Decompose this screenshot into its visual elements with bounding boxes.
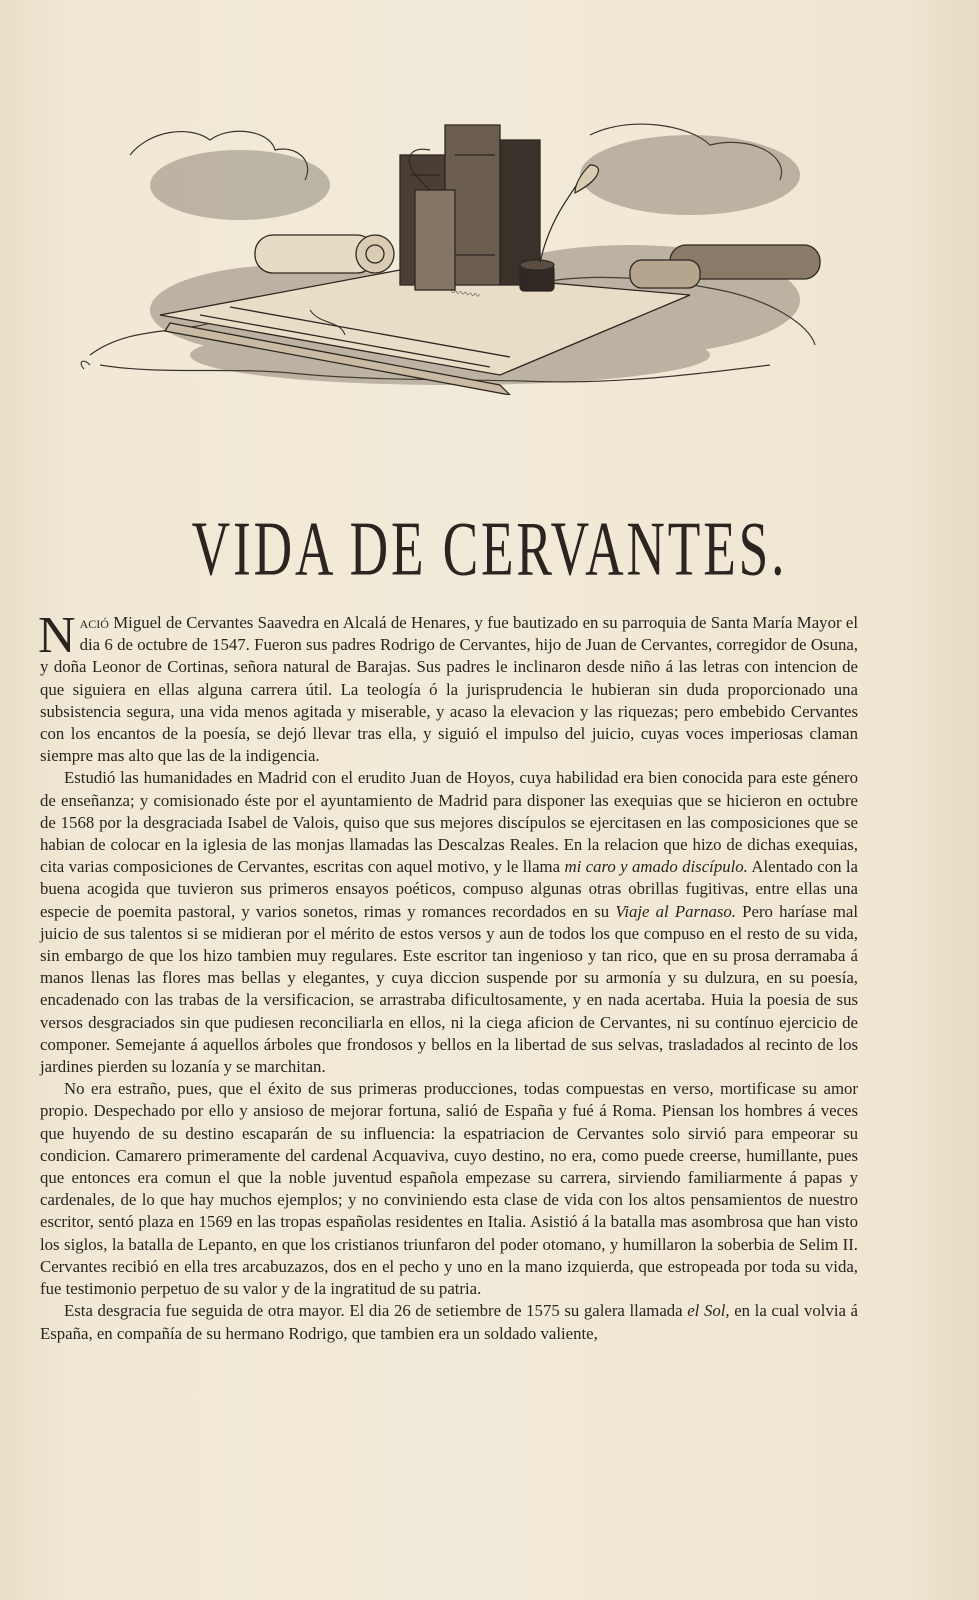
italic-phrase: mi caro y amado discípulo.: [564, 857, 748, 877]
paragraph-text: Estudió las humanidades en Madrid con el erudito Juan de Hoyos, cuya habilidad era bien conocida para este género de enseñanza; y comisionado éste por el ayuntamiento de Madrid para disponer las exequias que se hicieron en octubre de 1568 por la desgraciada Isabel de Valois, quiso que sus mejores discípulos se ejercitasen en las composiciones que se habian de colocar en la iglesia de las monjas llamadas las Descalzas Reales. En la relacion que hizo de dichas exequias, cita varias composiciones de Cervantes, escritas con aquel motivo, y le llama: [40, 768, 858, 877]
paragraph-3: [40, 1078, 858, 1300]
paragraph-text: Pero haríase mal juicio de sus talentos si se midieran por el mérito de estos versos y aun de todos los que compuso en el resto de su vida, sin embargo de que los hizo tambien muy regulares. Este escritor tan ingenioso y tan rico, que en su prosa derramaba á manos llenas las flores mas bellas y elegantes, y cuya diccion suspende por su armonía y su dulzura, en su poesía, encadenado con las trabas de la versificacion, se arrastraba dificultosamente, y en nada acertaba. Huia la poesia de sus versos desgraciados sin que pudiesen reconciliarla en ellos, ni la ciega aficion de Cervantes, ni su contínuo ejercicio de componer. Semejante á aquellos árboles que frondosos y bellos en la libertad de sus selvas, trasladados al recinto de los jardines pierden su lozanía y se marchitan.: [40, 901, 858, 1077]
small-caps-lead: ació: [79, 613, 109, 632]
svg-text:〰〰〰: 〰〰〰: [449, 287, 481, 303]
paragraph-text: en la cual volvia á España, en compañía de su hermano Rodrigo, que tambien era un soldado valiente,: [40, 1301, 858, 1343]
article-body: [38, 607, 859, 1345]
italic-ship-name: el Sol,: [687, 1301, 730, 1321]
paragraph-text: Esta desgracia fue seguida de otra mayor. El dia 26 de setiembre de 1575 su galera llamada: [64, 1301, 688, 1321]
italic-title: Viaje al Parnaso.: [615, 901, 736, 921]
paragraph-4: [40, 1300, 858, 1344]
paragraph-text: Miguel de Cervantes Saavedra en Alcalá de Henares, y fue bautizado en su parroquia de Santa María Mayor el dia 6 de octubre de 1547. Fueron sus padres Rodrigo de Cervantes, hijo de Juan de Cervantes, corregidor de Osuna, y doña Leonor de Cortinas, señora natural de Barajas. Sus padres le inclinaron desde niño á las letras con intencion de que siguiera en ellas alguna carrera útil. La teología ó la jurisprudencia le hubieran sin duda proporcionado una subsistencia segura, una vida menos agitada y miserable, y acaso la elevacion y las riquezas; pero embebido Cervantes con los encantos de la poesía, se dejó llevar tras ella, y siguió el impulso del juicio, cuyas voces imperiosas claman siempre mas alto que las de la indigencia.: [40, 613, 858, 766]
engraved-illustration: [70, 95, 830, 395]
paragraph-2: [40, 767, 858, 1078]
drop-cap: N: [38, 607, 76, 664]
paragraph-text: Alentado con la buena acogida que tuvieron sus primeros ensayos poéticos, compuso algunas otras obrillas fugitivas, entre ellas una especie de poemita pastoral, y varios sonetos, rimas y romances recordados en su: [40, 857, 859, 921]
paragraph-text: No era estraño, pues, que el éxito de sus primeras producciones, todas compuestas en verso, mortificase su amor propio. Despechado por ello y ansioso de mejorar fortuna, salió de España y fué á Roma. Piensan los hombres á veces que huyendo de su destino escaparán de su influencia: la espatriacion de Cervantes solo sirvió para empeorar su condicion. Camarero primeramente del cardenal Acquaviva, cuyo destino, no era, como puede creerse, humillante, pues que entonces era comun el que la noble juventud española empezase su carrera, sirviendo familiarmente á papas y cardenales, de lo que hay muchos ejemplos; y no conviniendo esta clase de vida con los altos pensamientos de nuestro escritor, sentó plaza en 1569 en las tropas españolas residentes en Italia. Asistió á la batalla mas asombrosa que han visto los siglos, la batalla de Lepanto, en que los cristianos triunfaron del poder otomano, y humillaron la soberbia de Selim II. Cervantes recibió en ella tres arcabuzazos, dos en el pecho y uno en la mano izquierda, que estropeada por toda su vida, fue testimonio perpetuo de su valor y de la ingratitud de su patria.: [40, 1079, 858, 1299]
paragraph-1: [38, 607, 858, 767]
page-title: VIDA DE CERVANTES.: [191, 506, 788, 593]
